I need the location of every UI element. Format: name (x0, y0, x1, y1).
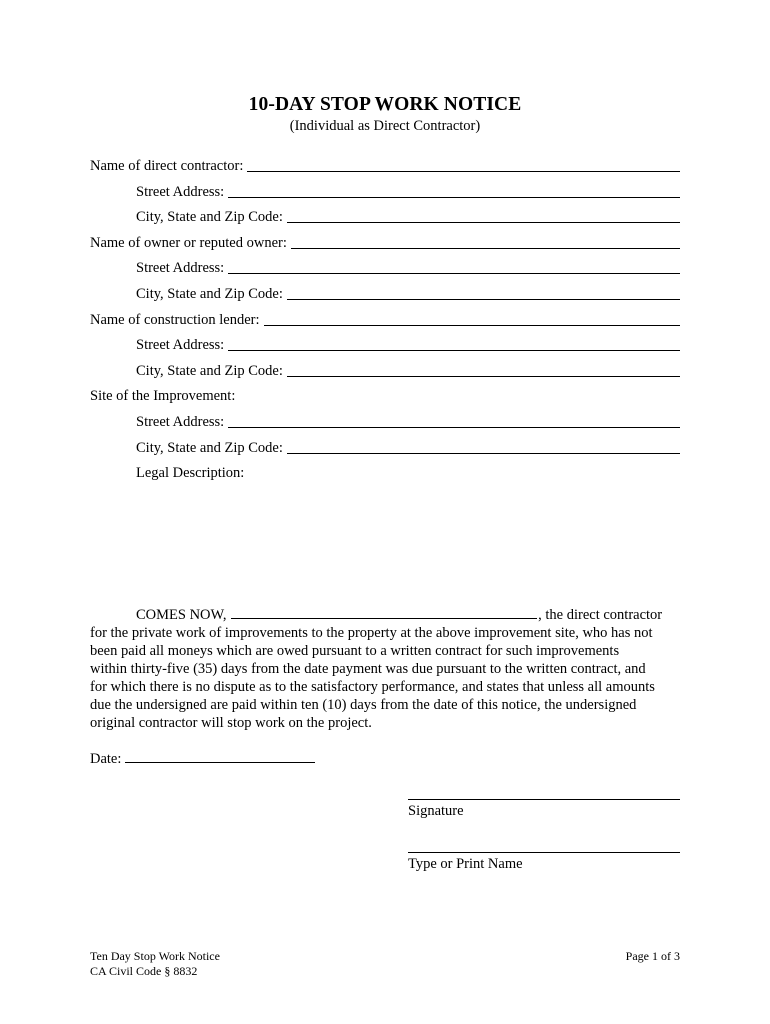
signature-line[interactable] (408, 799, 680, 800)
direct-contractor-blank[interactable] (247, 170, 680, 172)
paragraph-line-5: for which there is no dispute as to the satisfactory performance, and states that unless all amounts (90, 679, 655, 695)
direct-contractor-text: , the direct contractor (538, 607, 663, 623)
lender-street-field[interactable] (136, 334, 680, 354)
paragraph-line-3: been paid all moneys which are owed pursuant to a written contract for such improvements (90, 643, 620, 659)
footer-page-number: Page 1 of 3 (625, 949, 680, 963)
owner-city-blank[interactable] (287, 298, 680, 300)
contractor-street-field[interactable] (136, 181, 680, 201)
owner-city-field[interactable] (136, 283, 680, 303)
notice-paragraph (90, 606, 682, 732)
site-heading: Site of the Improvement: (90, 388, 236, 404)
print-name-label: Type or Print Name (408, 856, 523, 872)
owner-street-blank[interactable] (228, 272, 680, 274)
signature-label: Signature (408, 803, 464, 819)
date-label: Date: (90, 751, 122, 767)
site-city-field[interactable] (136, 437, 680, 457)
site-street-field[interactable] (136, 411, 680, 431)
site-city-blank[interactable] (287, 452, 680, 454)
paragraph-line-1 (90, 606, 682, 624)
contractor-city-label: City, State and Zip Code: (136, 209, 283, 225)
contractor-street-label: Street Address: (136, 184, 225, 200)
date-field[interactable] (90, 750, 315, 768)
paragraph-line-4: within thirty-five (35) days from the date payment was due pursuant to the written contract, and (90, 661, 646, 677)
document-subtitle: (Individual as Direct Contractor) (289, 118, 481, 134)
owner-street-field[interactable] (136, 257, 680, 277)
owner-street-label: Street Address: (136, 260, 225, 276)
footer-code: CA Civil Code § 8832 (90, 964, 198, 978)
lender-street-blank[interactable] (228, 349, 680, 351)
paragraph-line-7: original contractor will stop work on the project. (90, 715, 372, 731)
paragraph-line-6: due the undersigned are paid within ten (10) days from the date of this notice, the undersigned (90, 697, 637, 713)
owner-field[interactable] (90, 232, 680, 252)
footer-form-name: Ten Day Stop Work Notice (90, 949, 220, 963)
lender-city-field[interactable] (136, 360, 680, 380)
lender-street-label: Street Address: (136, 337, 225, 353)
lender-blank[interactable] (264, 324, 680, 326)
contractor-name-blank[interactable] (231, 606, 537, 619)
contractor-city-field[interactable] (136, 206, 680, 226)
site-street-label: Street Address: (136, 414, 225, 430)
owner-blank[interactable] (291, 247, 680, 249)
date-blank[interactable] (125, 750, 315, 763)
direct-contractor-field[interactable] (90, 155, 680, 175)
lender-field[interactable] (90, 309, 680, 329)
contractor-street-blank[interactable] (228, 196, 680, 198)
document-title: 10-DAY STOP WORK NOTICE (248, 94, 522, 115)
direct-contractor-label: Name of direct contractor: (90, 158, 244, 174)
comes-now-text: COMES NOW, (136, 607, 227, 623)
paragraph-line-2: for the private work of improvements to the property at the above improvement site, who has not (90, 625, 653, 641)
contractor-city-blank[interactable] (287, 221, 680, 223)
lender-city-label: City, State and Zip Code: (136, 363, 283, 379)
print-name-line[interactable] (408, 852, 680, 853)
legal-description-label: Legal Description: (136, 465, 245, 481)
owner-label: Name of owner or reputed owner: (90, 235, 287, 251)
site-street-blank[interactable] (228, 426, 680, 428)
lender-city-blank[interactable] (287, 375, 680, 377)
site-city-label: City, State and Zip Code: (136, 440, 283, 456)
owner-city-label: City, State and Zip Code: (136, 286, 283, 302)
lender-label: Name of construction lender: (90, 312, 260, 328)
footer-left (90, 949, 220, 979)
